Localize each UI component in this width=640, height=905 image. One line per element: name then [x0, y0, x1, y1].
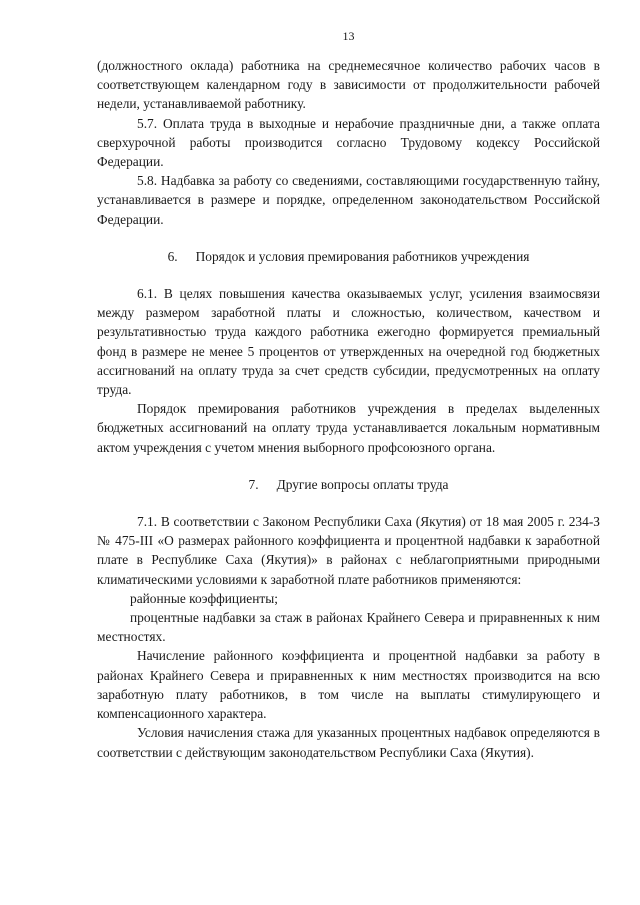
paragraph-seniority-conditions: Условия начисления стажа для указанных процентных надбавок определяются в соответствии с действующим законодательством Республики Саха (Якутия). — [97, 725, 600, 760]
section-6-heading — [97, 247, 600, 266]
list-item-percentage-allowances: процентные надбавки за стаж в районах Крайнего Севера и приравненных к ним местностях. — [97, 610, 600, 645]
paragraph-7-1: 7.1. В соответствии с Законом Республики Саха (Якутия) от 18 мая 2005 г. 234-З № 475-III «О размерах районного коэффициента и процентной надбавки к заработной плате в Республике Саха (Якутия)» в районах с неблагоприятными природными климатическими условиями к заработной плате работников применяются: — [97, 514, 600, 587]
paragraph-5-8: 5.8. Надбавка за работу со сведениями, составляющими государственную тайну, устанавливается в размере и порядке, определенном законодательством Российской Федерации. — [97, 173, 600, 227]
page-number: 13 — [342, 29, 355, 43]
paragraph-bonus-order: Порядок премирования работников учреждения в пределах выделенных бюджетных ассигнований на оплату труда устанавливается локальным нормативным актом учреждения с учетом мнения выборного профсоюзного органа. — [97, 401, 600, 455]
section-7-heading — [97, 475, 600, 494]
paragraph-6-1: 6.1. В целях повышения качества оказываемых услуг, усиления взаимосвязи между размером заработной платы и сложностью, количеством, качеством и результативностью труда каждого работника ежегодно формируется премиальный фонд в размере не менее 5 процентов от утвержденных на очередной год бюджетных ассигнований на оплату труда за счет средств субсидии, предусмотренных на оплату труда. — [97, 286, 600, 398]
section-6-title: Порядок и условия премирования работников учреждения — [195, 248, 530, 264]
section-7-number: 7. — [248, 476, 259, 492]
paragraph-5-7: 5.7. Оплата труда в выходные и нерабочие праздничные дни, а также оплата сверхурочной работы производится согласно Трудовому кодексу Российской Федерации. — [97, 115, 600, 170]
section-7-title: Другие вопросы оплаты труда — [276, 476, 449, 492]
paragraph-continuation: (должностного оклада) работника на среднемесячное количество рабочих часов в соответствующем календарном году в зависимости от продолжительности рабочей недели, устанавливаемой работнику. — [97, 58, 600, 112]
section-6-number: 6. — [167, 248, 178, 264]
list-item-regional-coefficients: районные коэффициенты; — [130, 590, 278, 606]
paragraph-accrual: Начисление районного коэффициента и процентной надбавки за работу в районах Крайнего Севера и приравненных к ним местностях производится на всю заработную плату работников, в том числе на выплаты стимулирующего и компенсационного характера. — [97, 648, 600, 722]
